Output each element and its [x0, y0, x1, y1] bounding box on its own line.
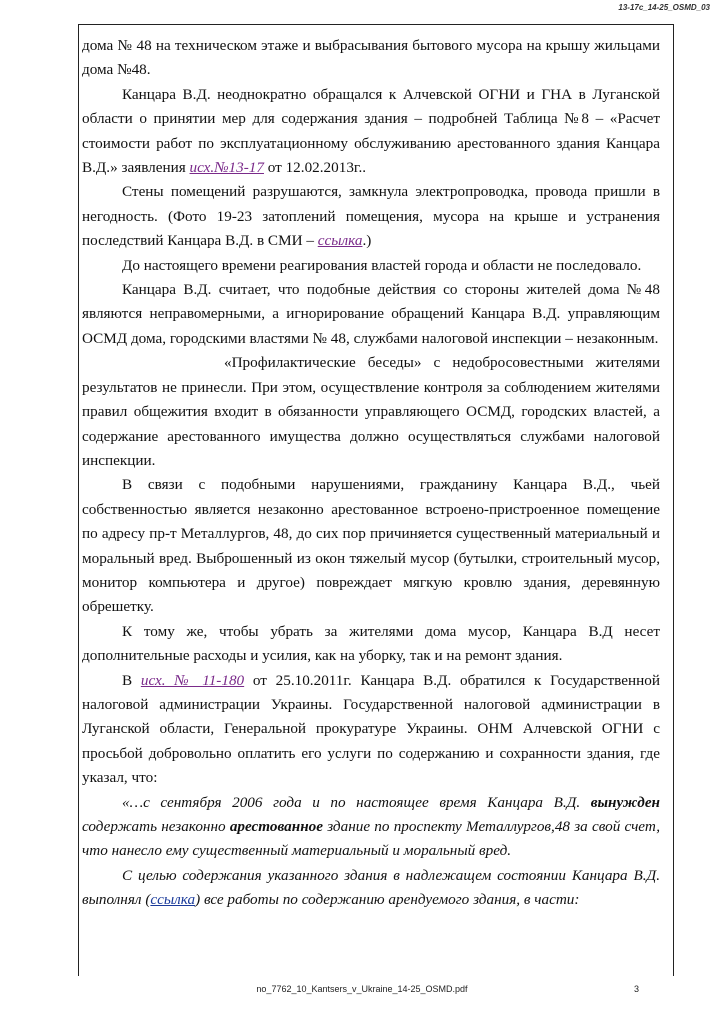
quote-2: С целью содержания указанного здания в надлежащем состоянии Канцара В.Д. выполнял (ссылка) все работы по содержанию арендуемого здания, в части:	[82, 866, 660, 909]
paragraph-3: Стены помещений разрушаются, замкнула электропроводка, провода пришли в негодность. (Фото 19-23 затоплений помещения, мусора на крыше и устранения последствий Канцара В.Д. в СМИ – ссылка.)	[82, 183, 660, 250]
page-number: 3	[634, 984, 640, 994]
link-ish-13-17[interactable]: исх.№13-17	[189, 159, 264, 177]
left-border	[78, 24, 79, 976]
top-border	[78, 24, 674, 25]
paragraph-2: Канцара В.Д. неоднократно обращался к Алчевской ОГНИ и ГНА в Луганской области о принятии мер для содержания здания – подробней Таблица №8 – «Расчет стоимости работ по эксплуатационному обслуживанию арестованного здания Канцара В.Д.» заявления исх.№13-17 от 12.02.2013г..	[82, 85, 660, 177]
right-border	[673, 24, 674, 976]
paragraph-1: дома № 48 на техническом этаже и выбрасывания бытового мусора на крышу жильцами дома №48.	[82, 37, 660, 79]
quote-1: «…с сентября 2006 года и по настоящее время Канцара В.Д. вынужден содержать незаконно арестованное здание по проспекту Металлургов,48 за свой счет, что нанесло ему существенный материальный и моральный вред.	[82, 793, 660, 860]
link-smi[interactable]: ссылка	[317, 232, 363, 250]
paragraph-7: В связи с подобными нарушениями, гражданину Канцара В.Д., чьей собственностью является незаконно арестованное встроено-пристроенное помещение по адресу пр-т Металлургов, 48, до сих пор причиняется существенный материальный и моральный вред. Выброшенный из окон тяжелый мусор (бутылки, строительный мусор, монитор компьютера и другое) повреждает мягкую кровлю здания, деревянную обрешетку.	[82, 476, 660, 616]
document-id: 13-17c_14-25_OSMD_03	[618, 3, 710, 12]
link-works[interactable]: ссылка	[150, 891, 196, 909]
paragraph-8: К тому же, чтобы убрать за жителями дома мусор, Канцара В.Д несет дополнительные расходы и усилия, как на уборку, так и на ремонт здания.	[82, 622, 660, 665]
paragraph-6: «Профилактические беседы» с недобросовестными жителями результатов не принесли. При этом, осуществление контроля за соблюдением жителями правил общежития входит в обязанности управляющего ОСМД, городских властей, а содержание арестованного имущества должно осуществляться службами налоговой инспекции.	[82, 354, 660, 469]
footer-filename: no_7762_10_Kantsers_v_Ukraine_14-25_OSMD.pdf	[256, 984, 468, 994]
paragraph-9: В исх. № 11-180 от 25.10.2011г. Канцара В.Д. обратился к Государственной налоговой администрации Украины. Государственной налоговой администрации в Луганской области, Генеральной прокуратуре Украины. ОНМ Алчевской ОГНИ с просьбой добровольно оплатить его услуги по содержанию и сохранности здания, где указал, что:	[82, 671, 660, 787]
link-ish-11-180[interactable]: исх. № 11-180	[140, 671, 245, 689]
paragraph-5: Канцара В.Д. считает, что подобные действия со стороны жителей дома №48 являются неправомерными, а игнорирование обращений Канцара В.Д. управляющим ОСМД дома, городскими властями № 48, службами налоговой инспекции – незаконным.	[82, 281, 660, 347]
document-body	[82, 34, 660, 913]
paragraph-4: До настоящего времени реагирования властей города и области не последовало.	[122, 256, 642, 274]
